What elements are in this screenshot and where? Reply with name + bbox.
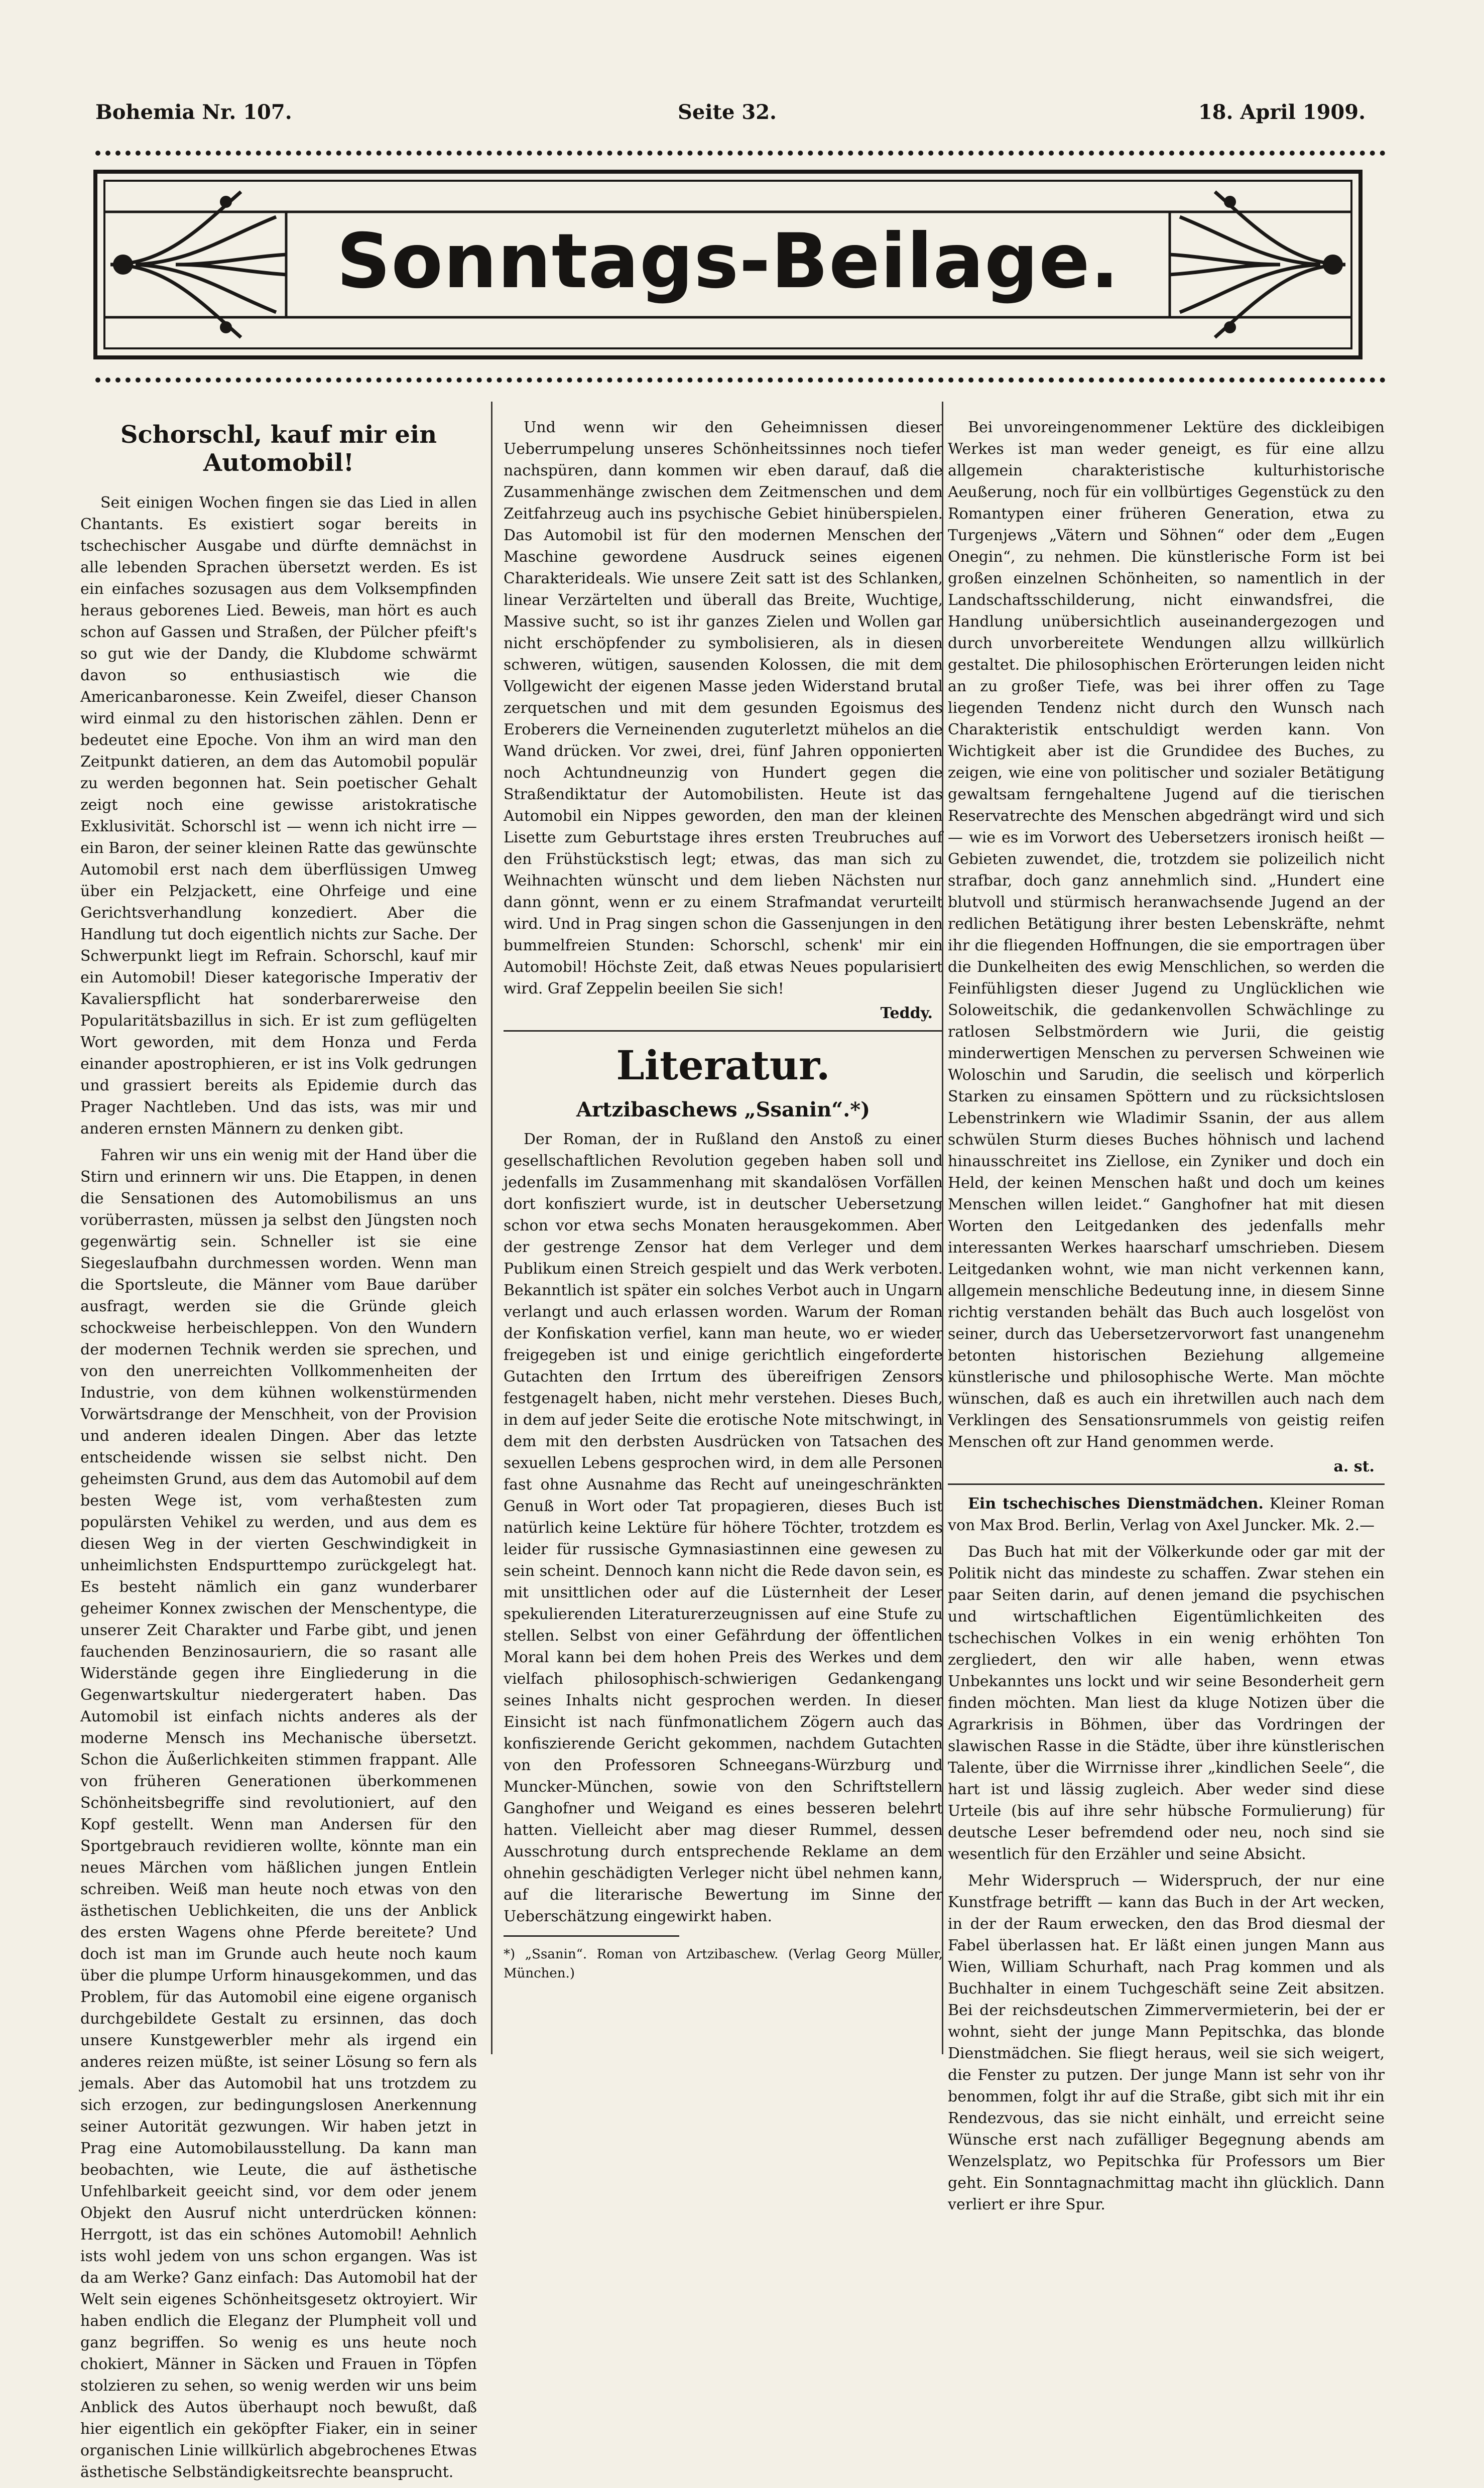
review-signature: a. st. [1333,1458,1375,1475]
page-header [95,100,1366,136]
article-paragraph: Fahren wir uns ein wenig mit der Hand über die Stirn und erinnern wir uns. Die Etappen, in denen die Sensationen des Automobilismus an uns vorüberrasten, müssen ja selbst den Jüngsten noch gegenwärtig sein. Schneller ist sie eine Siegeslaufbahn durchmessen worden. Wenn man die Sportsleute, die Männer vom Baue darüber ausfragt, werden sie die Gründe gleich schockweise herbeischleppen. Von den Wundern der modernen Technik werden sie sprechen, und von den unerreichten Vollkommenheiten der Industrie, von dem kühnen wolkenstürmenden Vorwärtsdrange der Menschheit, von der Provision und anderen idealen Dingen. Aber das letzte entscheidende wissen sie selbst nicht. Den geheimsten Grund, aus dem das Automobil auf dem besten Wege ist, vom verhaßtesten zum populärsten Vehikel zu werden, und aus dem es diesen Weg in der vierten Geschwindigkeit in unheimlichsten Endspurttempo zurückgelegt hat. Es besteht nämlich ein ganz wunderbarer geheimer Konnex zwischen der Menschentype, die unserer Zeit Charakter und Farbe gibt, und jenen fauchenden Benzinosauriern, die so rasant alle Widerstände gegen ihre Eingliederung in die Gegenwartskultur niedergeratert haben. Das Automobil ist einfach nichts anderes als der moderne Mensch ins Mechanische übersetzt. Schon die Äußerlichkeiten stimmen frappant. Alle von früheren Generationen überkommenen Schönheitsbegriffe sind revolutioniert, auf den Kopf gestellt. Wenn man Andersen für den Sportgebrauch revidieren wollte, könnte man ein neues Märchen vom häßlichen jungen Entlein schreiben. Weiß man heute noch etwas von den ästhetischen Ueblichkeiten, die uns der Anblick des ersten Wagens ohne Pferde bereitete? Und doch ist man im Grunde auch heute noch kaum über die plumpe Urform hinausgekommen, und das Problem, für das Automobil eine eigene organisch durchgebildete Gestalt zu ersinnen, das doch unsere Kunstgewerbler mehr als irgend ein anderes reizen müßte, ist seiner Lösung so fern als jemals. Aber das Automobil hat uns trotzdem zu sich erzogen, zur bedingungslosen Anerkennung seiner Autorität gezwungen. Wir haben jetzt in Prag eine Automobilausstellung. Da kann man beobachten, wie Leute, die auf ästhetische Unfehlbarkeit geeicht sind, vor dem oder jenem Objekt den Ausruf nicht unterdrücken können: Herrgott, ist das ein schönes Automobil! Aehnlich ists wohl jedem von uns schon ergangen. Was ist da am Werke? Ganz einfach: Das Automobil hat der Welt sein eigenes Schönheitsgesetz oktroyiert. Wir haben endlich die Eleganz der Plumpheit voll und ganz begriffen. So wenig es uns heute noch chokiert, Männer in Säcken und Frauen in Töpfen stolzieren zu sehen, so wenig werden wir uns beim Anblick des Autos überhaupt noch bewußt, daß hier eigentlich ein geköpfter Fiaker, ein in seiner organischen Linie willkürlich abgebrochenes Etwas ästhetische Selbständigkeitsrechte beansprucht. [80,1147,477,2481]
column-separator-1 [491,402,492,2054]
review-title-dienstmaedchen: Ein tschechisches Dienstmädchen. [968,1495,1264,1513]
banner-dotted-rule [95,378,1386,383]
review-paragraph: Mehr Widerspruch — Widerspruch, der nur eine Kunstfrage betrifft — kann das Buch in der Art wecken, in der der Raum erwecken, den das Brod diesmal der Fabel überlassen hat. Er läßt einen jungen Mann aus Wien, William Schurhaft, nach Prag kommen und als Buchhalter in einem Tuchgeschäft seine Zeit absitzen. Bei der reichsdeutschen Zimmervermieterin, bei der er wohnt, sieht der junge Mann Pepitschka, das blonde Dienstmädchen. Sie fliegt heraus, weil sie sich weigert, die Fenster zu putzen. Der junge Mann ist sehr von ihr benommen, folgt ihr auf die Straße, gibt sich mit ihr ein Rendezvous, das sie nicht einhält, und erreicht seine Wünsche erst nach zufälliger Begegnung abends am Wenzelsplatz, wo Pepitschka für Professors um Bier geht. Ein Sonntagnachmittag macht ihn glücklich. Dann verliert er ihre Spur. [948,1872,1385,2213]
header-issue: Bohemia Nr. 107. [95,100,292,124]
column-2 [504,417,943,1988]
review-divider [948,1483,1385,1485]
review-intro: Kleiner Roman von Max Brod. Berlin, Verlag von Axel Juncker. Mk. 2.— [948,1495,1385,1534]
review-paragraph: Der Roman, der in Rußland den Anstoß zu einer gesellschaftlichen Revolution gegeben haben soll und jedenfalls im Zusammenhang mit skandalösen Vorfällen dort konfisziert wurde, ist in deutscher Uebersetzung schon vor etwa sechs Monaten herausgekommen. Aber der gestrenge Zensor hat dem Verleger und dem Publikum einen Streich gespielt und das Werk verboten. Bekanntlich ist später ein solches Verbot auch in Ungarn verlangt und auch erlassen worden. Warum der Roman der Konfiskation verfiel, kann man heute, wo er wieder freigegeben ist und einige gerichtlich eingeforderte Gutachten den Irrtum des übereifrigen Zensors festgenagelt haben, nicht mehr verstehen. Dieses Buch, in dem auf jeder Seite die erotische Note mitschwingt, in dem mit den derbsten Ausdrücken von Tatsachen des sexuellen Lebens gesprochen wird, in dem alle Personen fast ohne Ausnahme das Recht auf uneingeschränkten Genuß in Wort oder Tat propagieren, dieses Buch ist natürlich keine Lektüre für höhere Töchter, trotzdem es leider für russische Gymnasiastinnen eine gewesen zu sein scheint. Dennoch kann nicht die Rede davon sein, es mit unsittlichen oder auf die Lüsternheit der Leser spekulierenden Literaturerzeugnissen auf eine Stufe zu stellen. Selbst von einer Gefährdung der öffentlichen Moral kann bei dem hohen Preis des Werkes und dem vielfach philosophisch-schwierigen Gedankengang seines Inhalts nicht gesprochen werden. In dieser Einsicht ist nach fünfmonatlichem Zögern auch das konfiszierende Gericht gekommen, nachdem Gutachten von den Professoren Schneegans-Würzburg und Muncker-München, sowie von den Schriftstellern Ganghofner und Weigand es eines besseren belehrt hatten. Vielleicht aber mag dieser Rummel, dessen Ausschrotung durch entsprechende Reklame an dem ohnehin geschädigten Verleger nicht übel nehmen kann, auf die literarische Bewertung im Sinne der Ueberschätzung eingewirkt haben. [504,1131,943,1925]
review-paragraph: Das Buch hat mit der Völkerkunde oder gar mit der Politik nicht das mindeste zu schaffen. Zwar stehen ein paar Seiten darin, auf denen jemand die psychischen und wirtschaftlichen Eigentümlichkeiten des tschechischen Volkes in ein wenig erhöhten Ton zergliedert, den wir alle haben, wenn etwas Unbekanntes uns lockt und wir seine Besonderheit gern finden möchten. Man liest da kluge Notizen über die Agrarkrisis in Böhmen, über das Vordringen der slawischen Rasse in die Städte, über ihre künstlerischen Talente, über die Wirrnisse ihrer „kindlichen Seele“, die hart ist und lässig zugleich. Aber weder sind diese Urteile (bis auf ihre sehr hübsche Formulierung) für deutsche Leser befremdend oder neu, noch sind sie wesentlich für den Erzähler und seine Absicht. [948,1543,1385,1863]
banner [75,162,1381,367]
column-3 [948,417,1385,2220]
article-paragraph: Und wenn wir den Geheimnissen dieser Ueberrumpelung unseres Schönheitssinnes noch tiefer nachspüren, dann kommen wir eben darauf, daß die Zusammenhänge zwischen dem Zeitmenschen und dem Zeitfahrzeug auch ins psychische Gebiet hinüberspielen. Das Automobil ist für den modernen Menschen der Maschine gewordene Ausdruck seines eigenen Charakterideals. Wie unsere Zeit satt ist des Schlanken, linear Verzärtelten und überall das Breite, Wuchtige, Massive sucht, so ist ihr ganzes Zielen und Wollen gar nicht erschöpfender zu symbolisieren, als in diesen schweren, wütigen, sausenden Kolossen, die mit dem Vollgewicht der eigenen Masse jeden Widerstand brutal zerquetschen und mit dem gesunden Egoismus des Eroberers die Verneinenden zuguterletzt mühelos an die Wand drücken. Vor zwei, drei, fünf Jahren opponierten noch Achtundneunzig von Hundert gegen die Straßendiktatur der Automobilisten. Heute ist das Automobil ein Nippes geworden, den man der kleinen Lisette zum Geburtstage ihres ersten Treubruches auf den Frühstückstisch legt; etwas, das man sich zu Weihnachten wünscht und dem lieben Nächsten nur dann gönnt, wenn er zu einem Strafmandat verurteilt wird. Und in Prag singen schon die Gassenjungen in den bummelfreien Stunden: Schorschl, schenk' mir ein Automobil! Höchste Zeit, daß etwas Neues popularisiert wird. Graf Zeppelin beeilen Sie sich! [504,419,943,998]
section-divider [504,1030,943,1032]
footnote: *) „Ssanin“. Roman von Artzibaschew. (Verlag Georg Müller, München.) [504,1947,943,1981]
header-date: 18. April 1909. [1198,100,1366,124]
article-paragraph: Seit einigen Wochen fingen sie das Lied in allen Chantants. Es existiert sogar bereits in tschechischer Ausgabe und dürfte demnächst in alle lebenden Sprachen übersetzt werden. Es ist ein einfaches sozusagen aus dem Volksempfinden heraus geborenes Lied. Beweis, man hört es auch schon auf Gassen und Straßen, der Pülcher pfeift's so gut wie der Dandy, die Klubdome schwärmt davon so enthusiastisch wie die Americanbaronesse. Kein Zweifel, dieser Chanson wird einmal zu den historischen zählen. Denn er bedeutet eine Epoche. Von ihm an wird man den Zeitpunkt datieren, an dem das Automobil populär zu werden begonnen hat. Sein poetischer Gehalt zeigt noch eine gewisse aristokratische Exklusivität. Schorschl ist — wenn ich nicht irre — ein Baron, der seiner kleinen Ratte das gewünschte Automobil erst nach dem überflüssigen Umweg über ein Pelzjackett, eine Ohrfeige und eine Gerichtsverhandlung konzediert. Aber die Handlung tut doch eigentlich nichts zur Sache. Der Schwerpunkt liegt im Refrain. Schorschl, kauf mir ein Automobil! Dieser kategorische Imperativ der Kavalierspflicht hat sonderbarerweise den Popularitätsbazillus in sich. Er ist zum geflügelten Wort geworden, mit dem Honza und Ferda einander apostrophieren, er ist ins Volk gedrungen und grassiert bereits als Epidemie durch das Prager Nachtleben. Und das ists, was mir und anderen ernsten Männern zu denken gibt. [80,494,477,1138]
review-title-ssanin: Artzibaschews „Ssanin“.*) [576,1098,871,1122]
article-signature: Teddy. [880,1005,933,1022]
footnote-divider [504,1935,679,1937]
header-page-number: Seite 32. [678,100,777,124]
banner-title: Sonntags-Beilage. [336,218,1120,305]
review-paragraph: Bei unvoreingenommener Lektüre des dickleibigen Werkes ist man weder geneigt, es für eine allzu allgemein charakteristische kulturhistorische Aeußerung, noch für ein vollbürtiges Gegenstück zu den Romantypen einer früheren Generation, etwa zu Turgenjews „Vätern und Söhnen“ oder dem „Eugen Onegin“, zu nehmen. Die künstlerische Form ist bei großen einzelnen Schönheiten, so namentlich in der Landschaftsschilderung, nicht einwandsfrei, die Handlung unübersichtlich auseinandergezogen und durch unvorbereitete Wendungen allzu willkürlich gestaltet. Die philosophischen Erörterungen leiden nicht an zu großer Tiefe, was bei ihrer offen zu Tage liegenden Tendenz nicht durch den Wunsch nach Charakteristik entschuldigt werden kann. Von Wichtigkeit aber ist die Grundidee des Buches, zu zeigen, wie eine von politischer und sozialer Betätigung gewaltsam ferngehaltene Jugend auf die tierischen Reservatrechte des Menschen abgedrängt wird und sich — wie es im Vorwort des Uebersetzers ironisch heißt — Gebieten zuwendet, die, trotzdem sie polizeilich nicht strafbar, doch ganz annehmlich sind. „Hundert eine blutvoll und stürmisch heranwachsende Jugend an der redlichen Betätigung ihrer besten Lebenskräfte, nehmt ihr die fliegenden Hoffnungen, die sie emportragen über die Dunkelheiten des ewig Menschlichen, so werden die Feinfühligsten dieser Jugend zu Unglücklichen wie Soloweitschik, die gedankenvollen Schwächlinge zu ratlosen Selbstmördern wie Jurii, die geistig minderwertigen Menschen zu perversen Schweinen wie Woloschin und Sarudin, die seelisch und körperlich Starken zu einsamen Spöttern und zu rücksichtslosen Lebenstrinkern wie Wladimir Ssanin, der aus allem schwülen Sturm dieses Buches höhnisch und lachend hinausschreitet ins Ziellose, ein Zyniker und doch ein Held, der keinen Menschen haßt und doch um keines Menschen willen leidet.“ Ganghofner hat mit diesen Worten den Leitgedanken des jedenfalls mehr interessanten Werkes haarscharf umschrieben. Diesem Leitgedanken wohnt, wie man nicht verkennen kann, allgemein menschliche Bedeutung inne, in diesem Sinne richtig verstanden behält das Buch auch losgelöst von seiner, durch das Uebersetzervorwort fast unangenehm betonten historischen Beziehung allgemeine künstlerische und philosophische Werte. Man möchte wünschen, daß es auch ein ihretwillen auch nach dem Verklingen des Sensationsrummels von geistig reifen Menschen oft zur Hand genommen werde. [948,419,1385,1451]
section-heading-literatur: Literatur. [616,1042,830,1089]
top-dotted-rule [95,151,1386,156]
review-header-dienstmaedchen [948,1493,1385,1536]
column-1 [80,417,477,2488]
article-title-automobil: Schorschl, kauf mir ein Automobil! [120,421,437,477]
